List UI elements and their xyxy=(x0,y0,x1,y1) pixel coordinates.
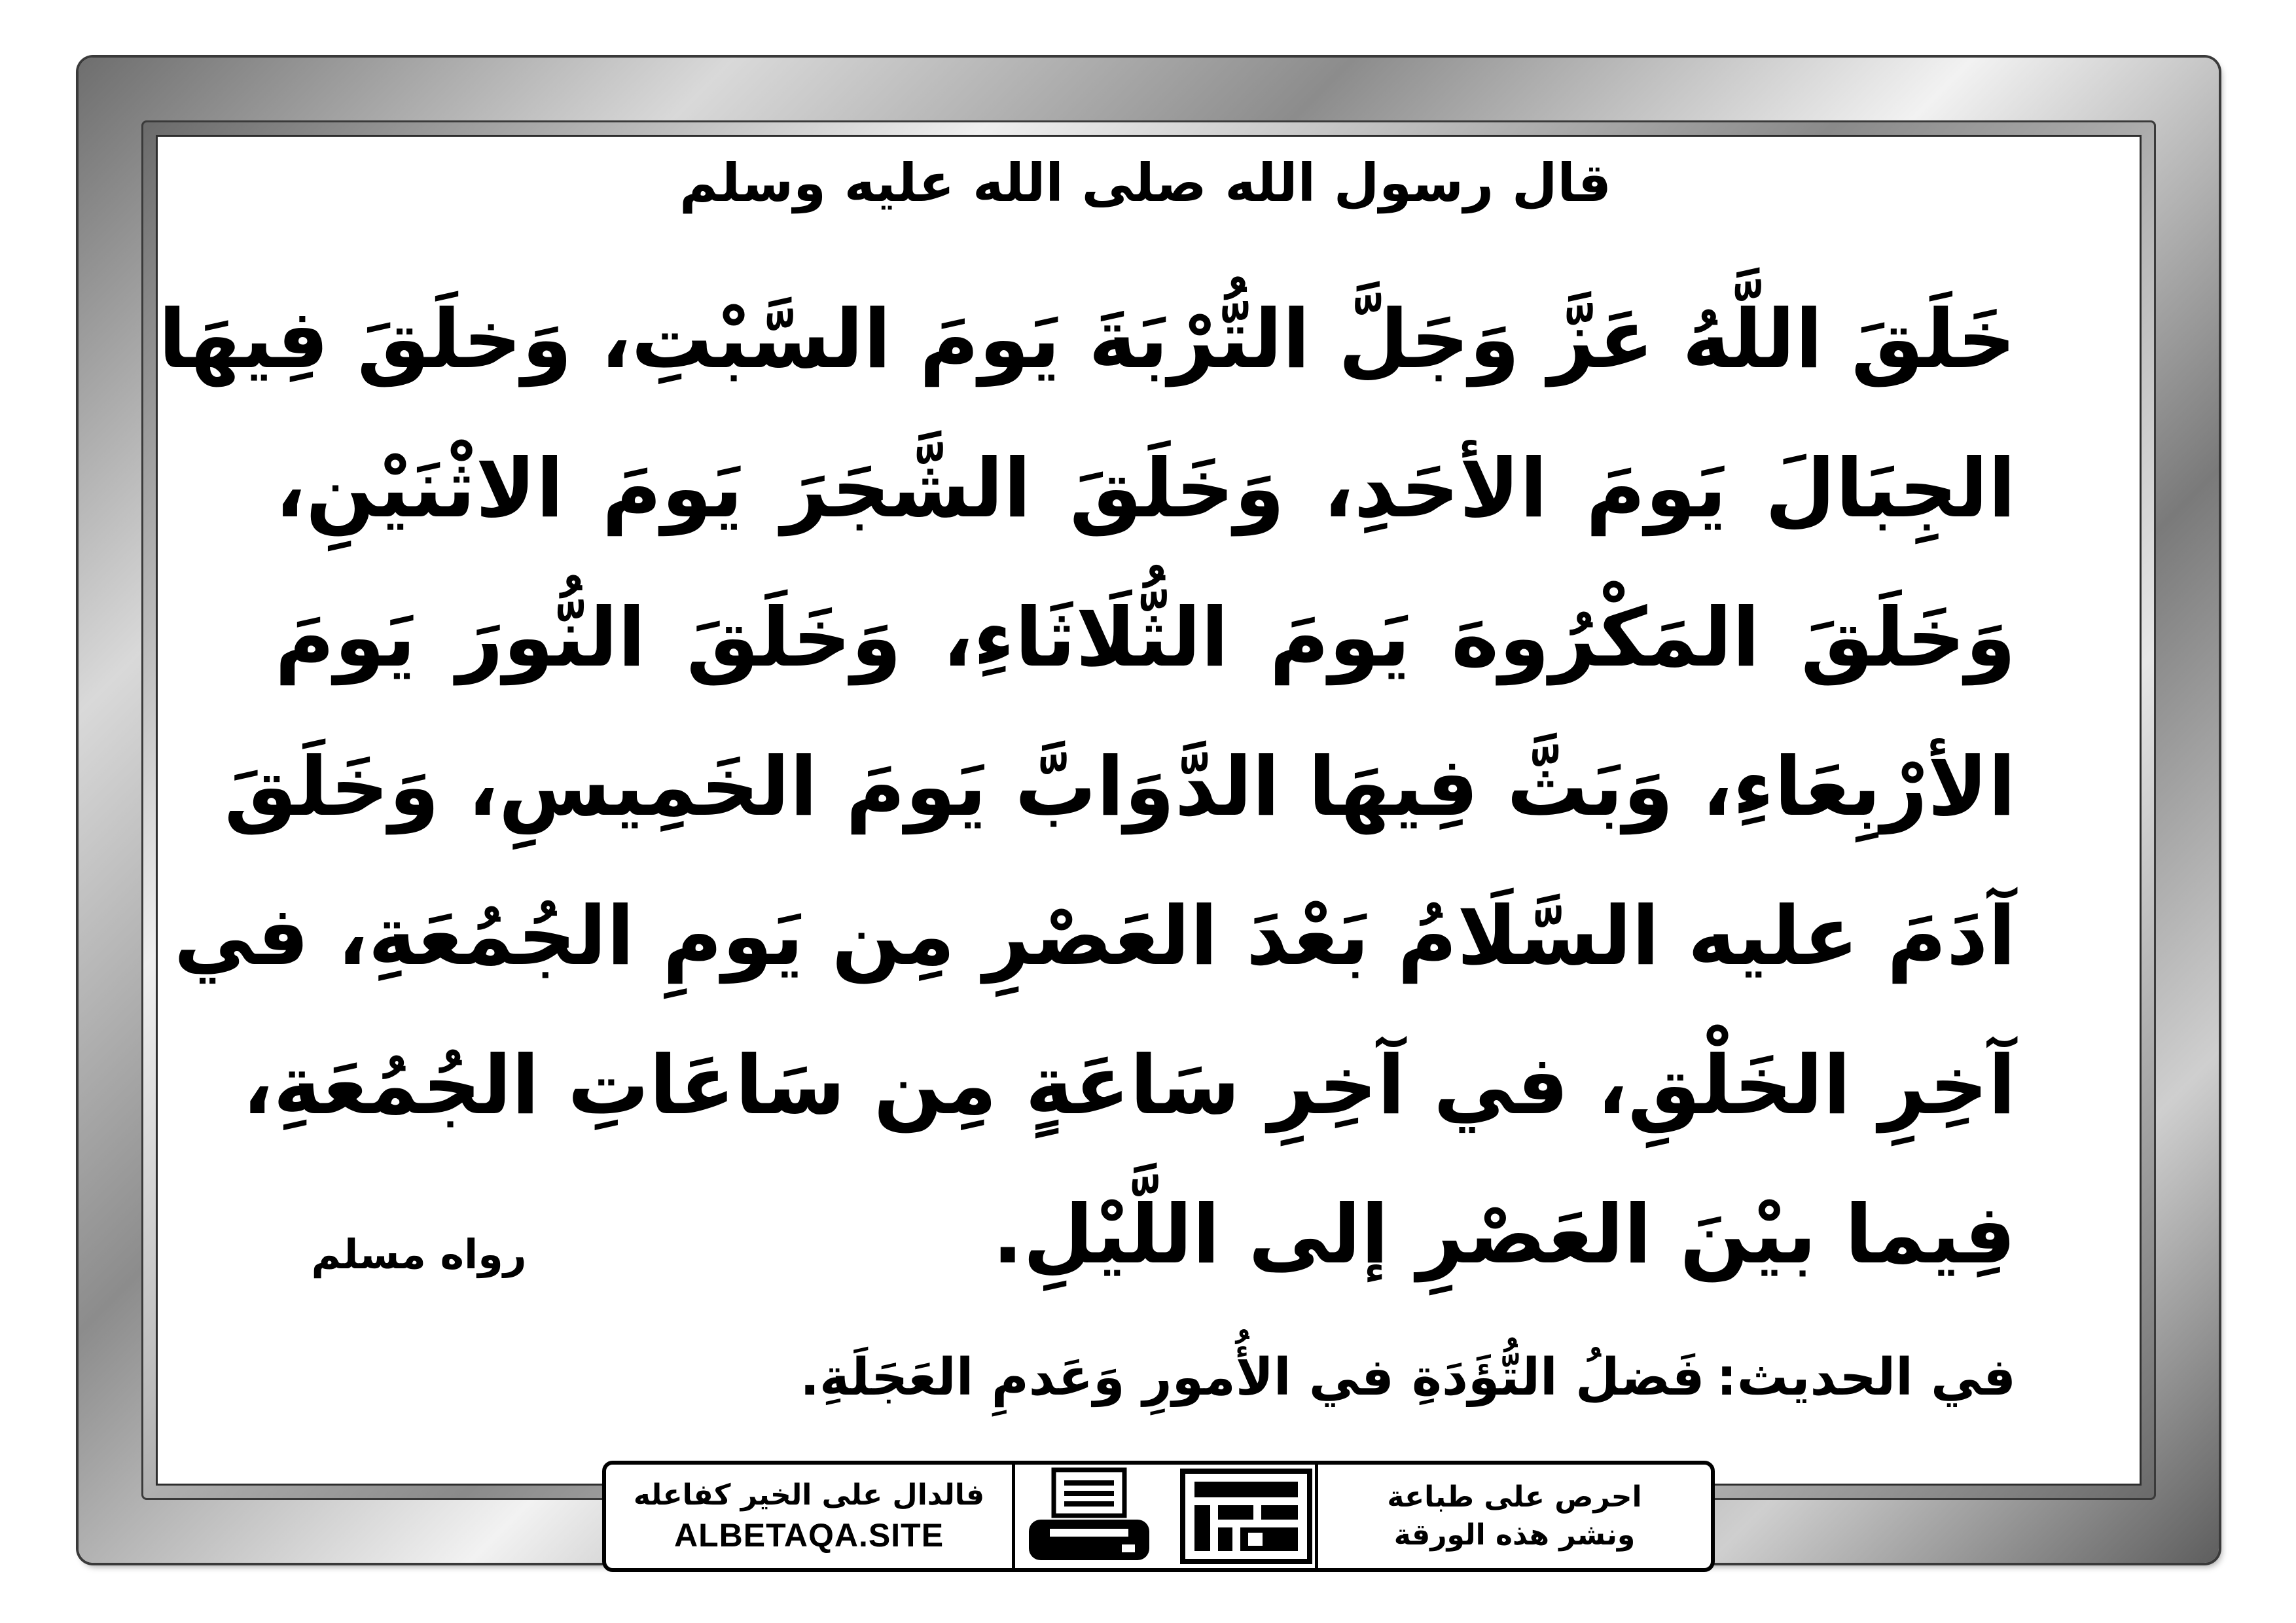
page-title: قال رسول الله صلى الله عليه وسلم xyxy=(679,152,1611,213)
footer-print-line-2: ونشر هذه الورقة xyxy=(1393,1518,1636,1552)
footer-site-link[interactable]: ALBETAQA.SITE xyxy=(673,1517,944,1554)
hadith-line: الأرْبِعَاءِ، وَبَثَّ فِيهَا الدَّوَابَّ يَومَ الخَمِيسِ، وَخَلَقَ xyxy=(224,740,2016,834)
footer-icons xyxy=(1012,1465,1326,1568)
printer-icon xyxy=(1024,1467,1155,1565)
footer-print-line-1: احرص على طباعة xyxy=(1387,1480,1642,1514)
lesson-text: فَضلُ التُّؤَدَةِ في الأُمورِ وَعَدمِ العَجَلَةِ. xyxy=(800,1348,1705,1407)
hadith-line: الجِبَالَ يَومَ الأحَدِ، وَخَلَقَ الشَّجَرَ يَومَ الاثْنَيْنِ، xyxy=(275,442,2016,536)
dawat-alwaraqa-logo-icon xyxy=(1177,1467,1315,1565)
hadith-line: وَخَلَقَ المَكْرُوهَ يَومَ الثُّلَاثَاءِ، وَخَلَقَ النُّورَ يَومَ xyxy=(275,591,2016,685)
footer-site-note xyxy=(606,1465,1015,1568)
hadith-line: آخِرِ الخَلْقِ، في آخِرِ سَاعَةٍ مِن سَاعَاتِ الجُمُعَةِ، xyxy=(242,1039,2016,1133)
hadith-source: رواه مسلم xyxy=(311,1230,527,1278)
lesson-label: في الحديث: xyxy=(1716,1348,2016,1407)
footer-print-note xyxy=(1315,1465,1711,1568)
hadith-text xyxy=(158,265,2016,1310)
hadith-line: خَلَقَ اللَّهُ عَزَّ وَجَلَّ التُّرْبَةَ يَومَ السَّبْتِ، وَخلَقَ فِيهَا xyxy=(158,293,2016,387)
hadith-line: فِيما بيْنَ العَصْرِ إلى اللَّيْلِ. xyxy=(992,1188,2016,1282)
footer-proverb: فالدال على الخير كفاعله xyxy=(633,1478,985,1512)
hadith-lesson xyxy=(655,1348,2016,1407)
hadith-line: آدَمَ عليه السَّلَامُ بَعْدَ العَصْرِ مِن يَومِ الجُمُعَةِ، في xyxy=(173,889,2016,984)
footer-banner xyxy=(602,1461,1715,1572)
